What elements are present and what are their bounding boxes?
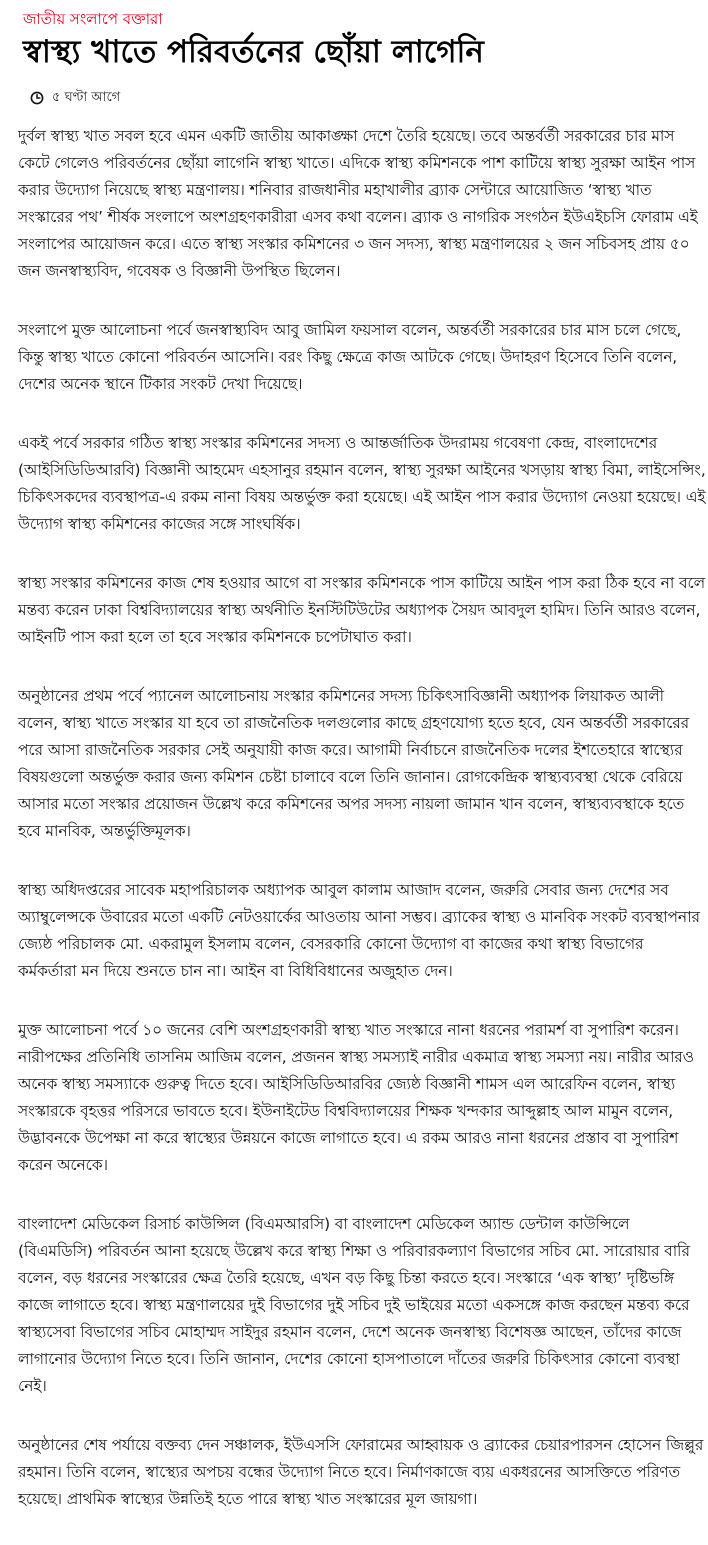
article-paragraph: অনুষ্ঠানের প্রথম পর্বে প্যানেল আলোচনায় সংস্কার কমিশনের সদস্য চিকিৎসাবিজ্ঞানী অধ্যাপক লিয়াকত আলী বলেন, স্বাস্থ্য খাতে সংস্কার যা হবে তা রাজনৈতিক দলগুলোর কাছে গ্রহণযোগ্য হতে হবে, যেন অন্তর্বর্তী সরকারের পরে আসা রাজনৈতিক সরকার সেই অনুযায়ী কাজ করে। আগামী নির্বাচনে রাজনৈতিক দলের ইশতেহারে স্বাস্থ্যের বিষয়গুলো অন্তর্ভুক্ত করার জন্য কমিশন চেষ্টা চালাবে বলে তিনি জানান। রোগকেন্দ্রিক স্বাস্থ্যব্যবস্থা থেকে বেরিয়ে আসার মতো সংস্কার প্রয়োজন উল্লেখ করে কমিশনের অপর সদস্য নায়লা জামান খান বলেন, স্বাস্থ্যব্যবস্থাকে হতে হবে মানবিক, অন্তর্ভুক্তিমূলক। [18, 687, 689, 840]
article-paragraph: স্বাস্থ্য অধিদপ্তরের সাবেক মহাপরিচালক অধ্যাপক আবুল কালাম আজাদ বলেন, জরুরি সেবার জন্য দেশের সব অ্যাম্বুলেন্সকে উবারের মতো একটি নেটওয়ার্কের আওতায় আনা সম্ভব। ব্র্যাকের স্বাস্থ্য ও মানবিক সংকট ব্যবস্থাপনার জ্যেষ্ঠ পরিচালক মো. একরামুল ইসলাম বলেন, বেসরকারি কোনো উদ্যোগ বা কাজের কথা স্বাস্থ্য বিভাগের কর্মকর্তারা মন দিয়ে শুনতে চান না। আইন বা বিধিবিধানের অজুহাত দেন। [18, 881, 700, 980]
article-paragraph: স্বাস্থ্য সংস্কার কমিশনের কাজ শেষ হওয়ার আগে বা সংস্কার কমিশনকে পাস কাটিয়ে আইন পাস করা ঠিক হবে না বলে মন্তব্য করেন ঢাকা বিশ্ববিদ্যালয়ের স্বাস্থ্য অর্থনীতি ইনস্টিটিউটের অধ্যাপক সৈয়দ আবদুল হামিদ। তিনি আরও বলেন, আইনটি পাস করা হলে তা হবে সংস্কার কমিশনকে চপেটাঘাত করা। [18, 574, 706, 646]
article-kicker[interactable]: জাতীয় সংলাপে বক্তারা [23, 10, 163, 28]
article-body [18, 123, 706, 1545]
article-paragraph: দুর্বল স্বাস্থ্য খাত সবল হবে এমন একটি জাতীয় আকাঙ্ক্ষা দেশে তৈরি হয়েছে। তবে অন্তর্বর্তী সরকারের চার মাস কেটে গেলেও পরিবর্তনের ছোঁয়া লাগেনি স্বাস্থ্য খাতে। এদিকে স্বাস্থ্য কমিশনকে পাশ কাটিয়ে স্বাস্থ্য সুরক্ষা আইন পাস করার উদ্যোগ নিয়েছে স্বাস্থ্য মন্ত্রণালয়। শনিবার রাজধানীর মহাখালীর ব্র্যাক সেন্টারে আয়োজিত ‘স্বাস্থ্য খাত সংস্কারের পথ’ শীর্ষক সংলাপে অংশগ্রহণকারীরা এসব কথা বলেন। ব্র্যাক ও নাগরিক সংগঠন ইউএইচসি ফোরাম এই সংলাপের আয়োজন করে। এতে স্বাস্থ্য সংস্কার কমিশনের ৩ জন সদস্য, স্বাস্থ্য মন্ত্রণালয়ের ২ জন সচিবসহ প্রায় ৫০ জন জনস্বাস্থ্যবিদ, গবেষক ও বিজ্ঞানী উপস্থিত ছিলেন। [18, 127, 698, 280]
publish-time: ৫ ঘণ্টা আগে [52, 89, 121, 105]
article-paragraph: একই পর্বে সরকার গঠিত স্বাস্থ্য সংস্কার কমিশনের সদস্য ও আন্তর্জাতিক উদরাময় গবেষণা কেন্দ্র, বাংলাদেশের (আইসিডিডিআরবি) বিজ্ঞানী আহমেদ এহসানুর রহমান বলেন, স্বাস্থ্য সুরক্ষা আইনের খসড়ায় স্বাস্থ্য বিমা, লাইসেন্সিং, চিকিৎসকদের ব্যবস্থাপত্র-এ রকম নানা বিষয় অন্তর্ভুক্ত করা হয়েছে। এই আইন পাস করার উদ্যোগ নেওয়া হয়েছে। এই উদ্যোগ স্বাস্থ্য কমিশনের কাজের সঙ্গে সাংঘর্ষিক। [18, 434, 706, 533]
article-paragraph: সংলাপে মুক্ত আলোচনা পর্বে জনস্বাস্থ্যবিদ আবু জামিল ফয়সাল বলেন, অন্তর্বর্তী সরকারের চার মাস চলে গেছে, কিন্তু স্বাস্থ্য খাতে কোনো পরিবর্তন আসেনি। বরং কিছু ক্ষেত্রে কাজ আটকে গেছে। উদাহরণ হিসেবে তিনি বলেন, দেশের অনেক স্থানে টিকার সংকট দেখা দিয়েছে। [18, 321, 682, 393]
clock-icon [30, 91, 44, 105]
article-paragraph: অনুষ্ঠানের শেষ পর্যায়ে বক্তব্য দেন সঞ্চালক, ইউএসসি ফোরামের আহ্বায়ক ও ব্র্যাকের চেয়ারপারসন হোসেন জিল্লুর রহমান। তিনি বলেন, স্বাস্থ্যের অপচয় বন্ধের উদ্যোগ নিতে হবে। নির্মাণকাজে ব্যয় একধরনের আসক্তিতে পরিণত হয়েছে। প্রাথমিক স্বাস্থ্যের উন্নতিই হতে পারে স্বাস্থ্য খাত সংস্কারের মূল জায়গা। [18, 1436, 704, 1508]
publish-meta [30, 88, 120, 108]
article-paragraph: মুক্ত আলোচনা পর্বে ১০ জনের বেশি অংশগ্রহণকারী স্বাস্থ্য খাত সংস্কারে নানা ধরনের পরামর্শ বা সুপারিশ করেন। নারীপক্ষের প্রতিনিধি তাসনিম আজিম বলেন, প্রজনন স্বাস্থ্য সমস্যাই নারীর একমাত্র স্বাস্থ্য সমস্যা নয়। নারীর আরও অনেক স্বাস্থ্য সমস্যাকে গুরুত্ব দিতে হবে। আইসিডিডিআরবির জ্যেষ্ঠ বিজ্ঞানী শামস এল আরেফিন বলেন, স্বাস্থ্য সংস্কারকে বৃহত্তর পরিসরে ভাবতে হবে। ইউনাইটেড বিশ্ববিদ্যালয়ের শিক্ষক খন্দকার আব্দুল্লাহ আল মামুন বলেন, উদ্ভাবনকে উপেক্ষা না করে স্বাস্থ্যের উন্নয়নে কাজে লাগাতে হবে। এ রকম আরও নানা ধরনের প্রস্তাব বা সুপারিশ করেন অনেকে। [18, 1021, 694, 1174]
article-headline: স্বাস্থ্য খাতে পরিবর্তনের ছোঁয়া লাগেনি [23, 34, 484, 70]
article-paragraph: বাংলাদেশ মেডিকেল রিসার্চ কাউন্সিল (বিএমআরসি) বা বাংলাদেশ মেডিকেল অ্যান্ড ডেন্টাল কাউন্সিলে (বিএমডিসি) পরিবর্তন আনা হয়েছে উল্লেখ করে স্বাস্থ্য শিক্ষা ও পরিবারকল্যাণ বিভাগের সচিব মো. সারোয়ার বারি বলেন, বড় ধরনের সংস্কারের ক্ষেত্র তৈরি হয়েছে, এখন বড় কিছু চিন্তা করতে হবে। সংস্কারে ‘এক স্বাস্থ্য’ দৃষ্টিভঙ্গি কাজে লাগাতে হবে। স্বাস্থ্য মন্ত্রণালয়ের দুই বিভাগের দুই সচিব দুই ভাইয়ের মতো একসঙ্গে কাজ করছেন মন্তব্য করে স্বাস্থ্যসেবা বিভাগের সচিব মোহাম্মদ সাইদুর রহমান বলেন, দেশে অনেক জনস্বাস্থ্য বিশেষজ্ঞ আছেন, তাঁদের কাজে লাগানোর উদ্যোগ নিতে হবে। তিনি জানান, দেশের কোনো হাসপাতালে দাঁতের জরুরি চিকিৎসার কোনো ব্যবস্থা নেই। [18, 1215, 690, 1395]
